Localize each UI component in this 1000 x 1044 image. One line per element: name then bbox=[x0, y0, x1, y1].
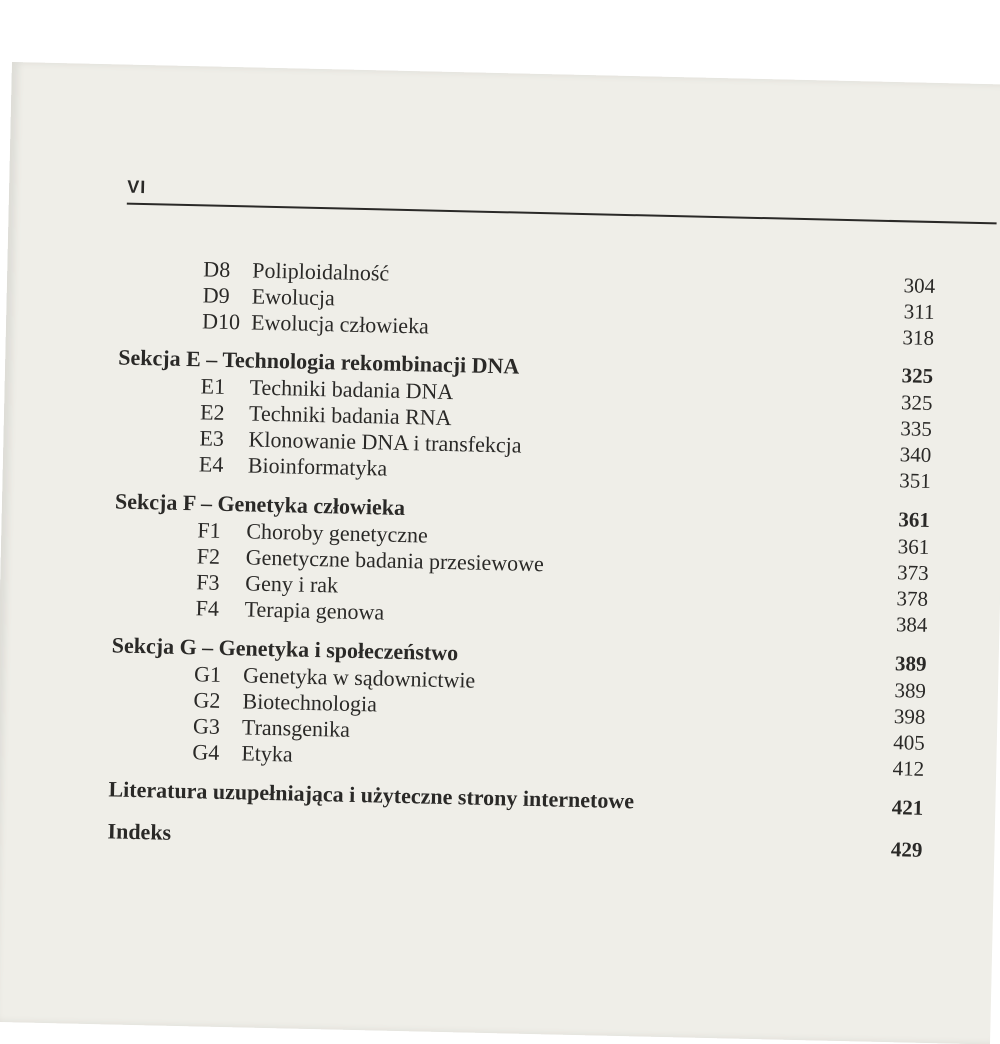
toc-title: Etyka bbox=[241, 740, 293, 767]
toc-title: Geny i rak bbox=[244, 570, 339, 598]
book-page bbox=[0, 62, 1000, 1044]
toc-page-number: 340 bbox=[899, 442, 932, 467]
toc-section-title: Literatura uzupełniająca i użyteczne strony internetowe bbox=[108, 776, 635, 814]
toc-code: F4 bbox=[195, 595, 220, 621]
toc-page-number: 325 bbox=[900, 390, 933, 415]
toc-section-heading bbox=[0, 816, 995, 865]
toc-code: E4 bbox=[198, 451, 224, 477]
toc-title: Ewolucja bbox=[251, 283, 336, 311]
toc-title: Genetyka w sądownictwie bbox=[242, 662, 476, 693]
toc-code: F3 bbox=[195, 569, 220, 595]
toc-code: G3 bbox=[192, 713, 221, 739]
toc-title: Poliploidalność bbox=[252, 257, 390, 286]
toc-title: Terapia genowa bbox=[244, 596, 385, 625]
toc-code: E2 bbox=[199, 399, 225, 425]
toc-page-number: 361 bbox=[897, 534, 930, 559]
header-rule bbox=[127, 203, 997, 225]
toc-page-number: 378 bbox=[896, 586, 929, 611]
toc-page-number: 412 bbox=[892, 756, 925, 781]
toc-page-number: 384 bbox=[895, 612, 928, 637]
toc-title: Biotechnologia bbox=[242, 688, 378, 717]
toc-code: G2 bbox=[193, 687, 221, 713]
toc-section-title: Sekcja G – Genetyka i społeczeństwo bbox=[111, 632, 459, 666]
toc-code: E1 bbox=[200, 373, 226, 399]
toc-code: D9 bbox=[202, 282, 230, 308]
toc-page-number: 351 bbox=[898, 468, 932, 493]
toc-title: Techniki badania DNA bbox=[249, 374, 454, 405]
toc-page-number: 318 bbox=[902, 325, 935, 350]
toc-code: D10 bbox=[201, 308, 241, 335]
toc-title: Transgenika bbox=[241, 714, 351, 742]
toc-section-title: Indeks bbox=[107, 818, 172, 845]
toc-page-number: 304 bbox=[903, 273, 936, 298]
toc-section-title: Sekcja F – Genetyka człowieka bbox=[114, 488, 406, 521]
toc-page-number: 311 bbox=[903, 299, 935, 324]
toc-title: Ewolucja człowieka bbox=[250, 309, 430, 339]
toc-title: Techniki badania RNA bbox=[248, 400, 452, 431]
toc-title: Choroby genetyczne bbox=[246, 518, 429, 548]
toc-code: E3 bbox=[199, 425, 225, 451]
toc-title: Genetyczne badania przesiewowe bbox=[245, 544, 545, 577]
toc-page-number: 429 bbox=[890, 837, 923, 862]
toc-code: F1 bbox=[197, 517, 221, 543]
toc-code: F2 bbox=[196, 543, 221, 569]
page-number-header: VI bbox=[126, 176, 147, 198]
toc-code: G4 bbox=[192, 739, 220, 765]
toc-code: D8 bbox=[203, 256, 231, 283]
toc-page-number: 421 bbox=[891, 795, 924, 820]
toc-section-title: Sekcja E – Technologia rekombinacji DNA bbox=[118, 344, 520, 379]
toc-section-heading bbox=[0, 774, 996, 823]
toc-code: G1 bbox=[193, 661, 222, 687]
toc-page-number: 405 bbox=[893, 730, 926, 755]
toc-page-number: 398 bbox=[893, 704, 926, 729]
toc-page-number: 361 bbox=[898, 507, 931, 532]
toc-title: Bioinformatyka bbox=[247, 452, 388, 481]
toc-page-number: 335 bbox=[900, 416, 933, 441]
toc-page-number: 325 bbox=[901, 363, 934, 388]
toc-page-number: 389 bbox=[894, 651, 927, 676]
toc-page-number: 373 bbox=[896, 560, 929, 585]
toc-title: Klonowanie DNA i transfekcja bbox=[248, 426, 522, 458]
toc-page-number: 389 bbox=[894, 678, 927, 703]
